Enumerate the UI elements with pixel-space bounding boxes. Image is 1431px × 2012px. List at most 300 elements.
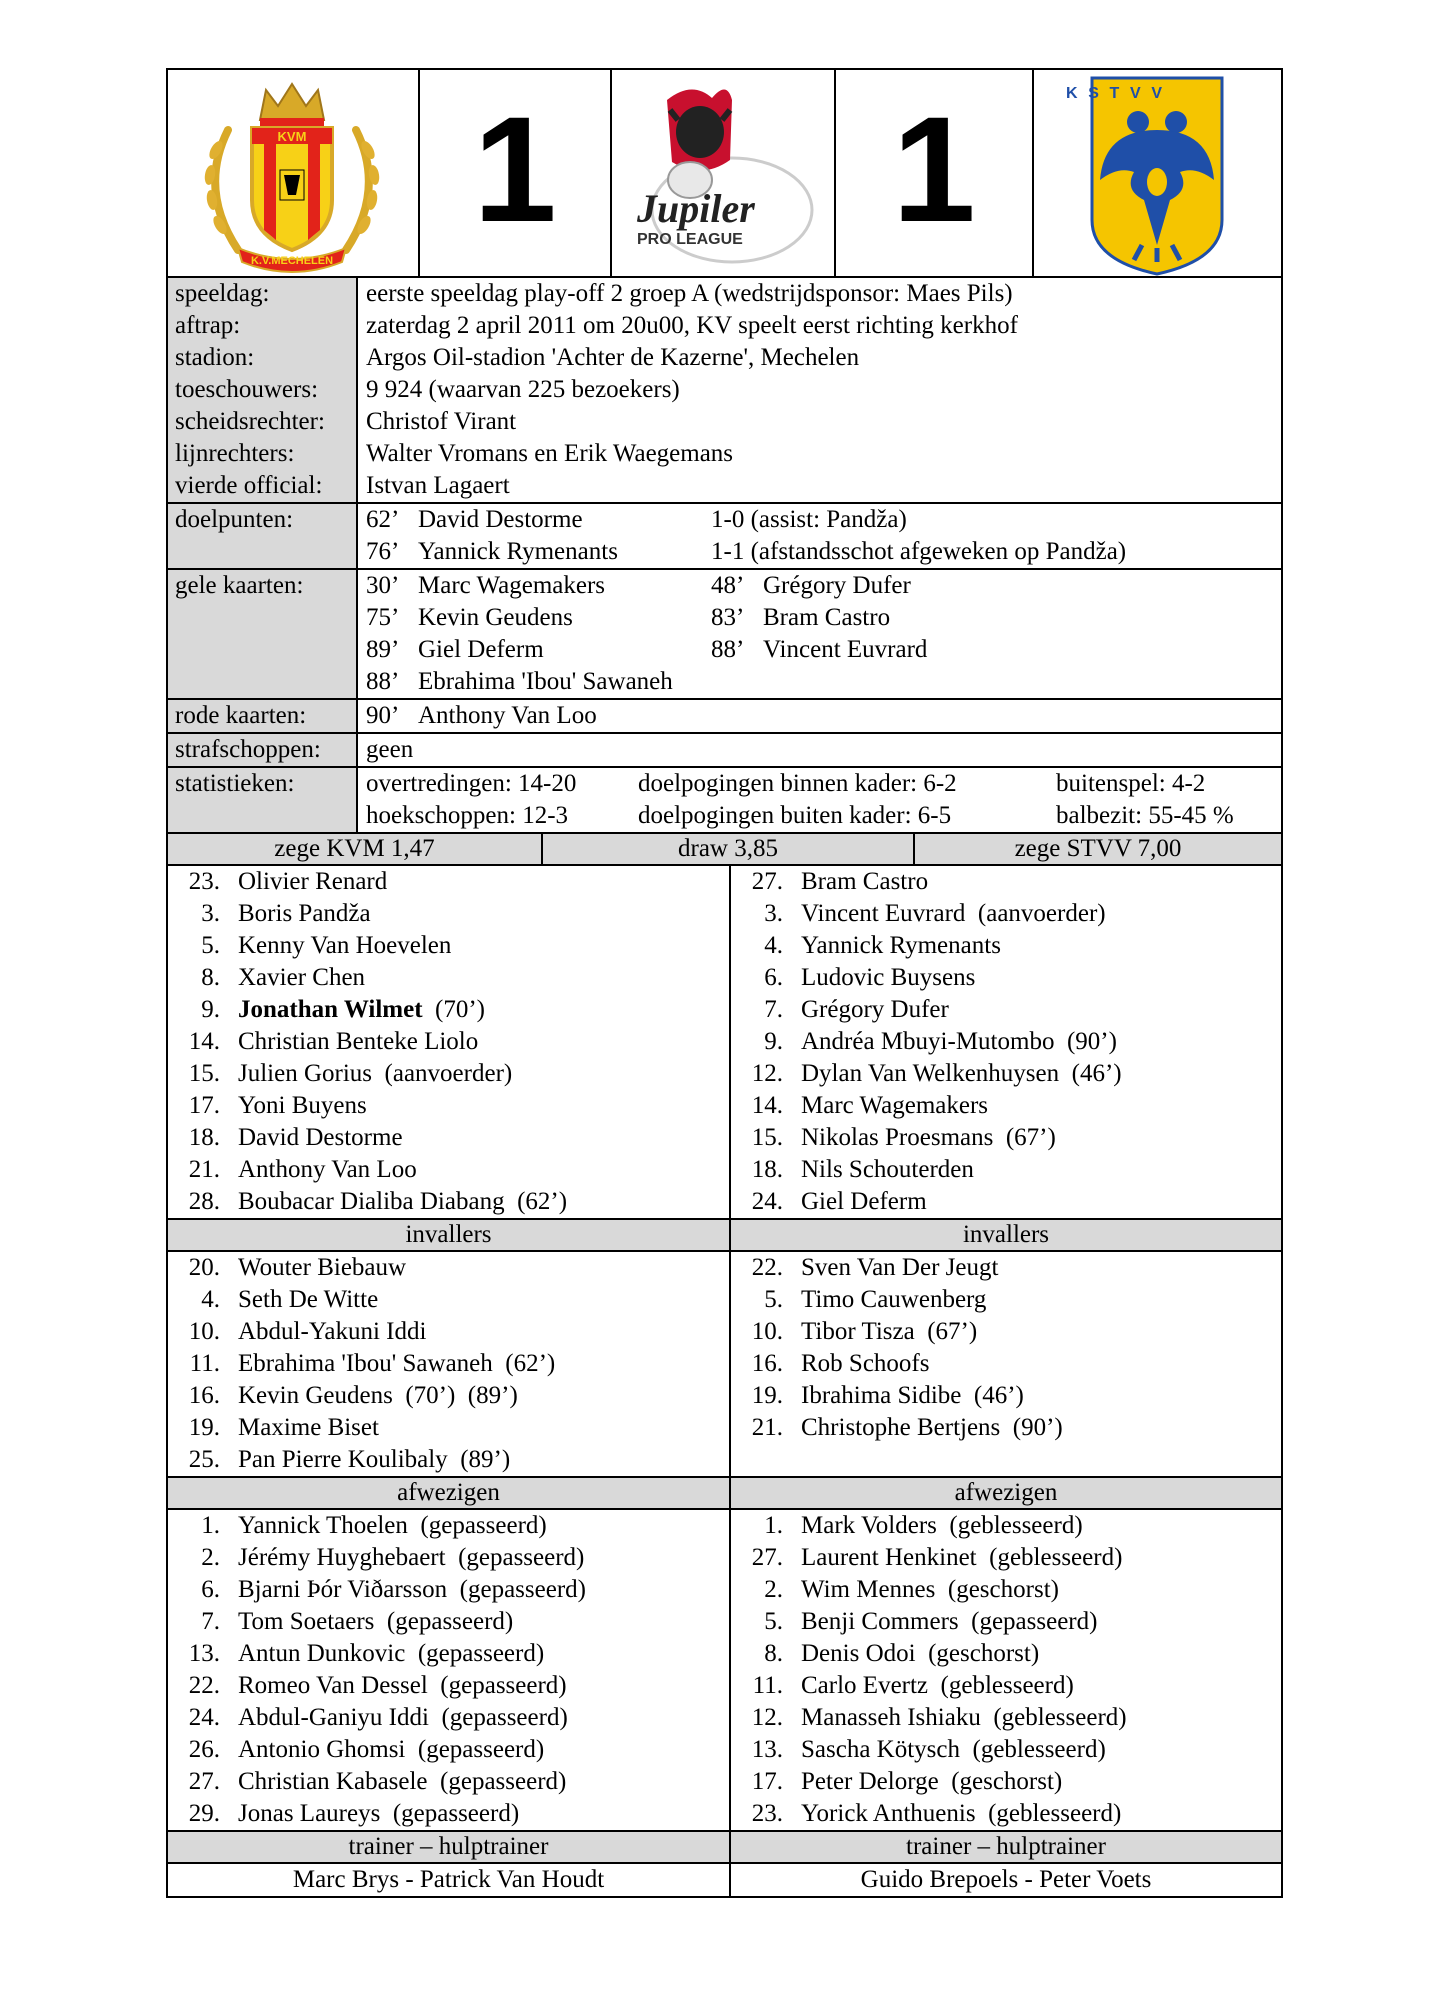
player-name-cell [238,1574,586,1606]
player-name-cell [238,1734,544,1766]
player-name: Grégory Dufer [801,996,949,1023]
stat-value: buitenspel: 4-2 [1056,770,1206,797]
player-name: Julien Gorius [238,1060,373,1087]
player-number: 3. [201,900,220,927]
player-number: 6. [201,1576,220,1603]
player-name-cell [238,994,485,1026]
penalties-value: geen [366,736,414,763]
info-value: Istvan Lagaert [366,472,510,499]
player-number: 8. [764,1640,783,1667]
player-row [168,1734,729,1766]
player-name: Maxime Biset [238,1414,379,1441]
player-name: Christophe Bertjens [801,1414,1001,1441]
player-name-cell [801,1186,927,1218]
player-row [731,1284,1281,1316]
player-row [731,1058,1281,1090]
player-note: (90’) [1054,1028,1117,1055]
score-header [166,68,1283,278]
player-name-cell [238,1606,513,1638]
player-name-cell [238,1186,567,1218]
yellow-cards-label: gele kaarten: [168,570,358,698]
player-number: 7. [201,1608,220,1635]
player-name: Denis Odoi [801,1640,916,1667]
player-number: 21. [188,1156,220,1183]
player-row [731,1670,1281,1702]
card-minute: 48’ [711,572,745,599]
player-number: 23. [188,868,220,895]
player-name-cell [801,1058,1122,1090]
info-label: aftrap: [175,312,241,339]
player-name: Rob Schoofs [801,1350,930,1377]
goal-entry [366,504,1281,536]
yellow-card-home [366,666,711,698]
player-name-cell [801,994,949,1026]
card-player: Bram Castro [763,604,891,631]
player-row [168,1606,729,1638]
player-row [731,1154,1281,1186]
home-subs-list [168,1252,731,1476]
odds-away: zege STVV 7,00 [1014,835,1182,862]
player-name-cell [238,1058,512,1090]
player-number: 11. [189,1350,220,1377]
player-name-cell [238,1026,478,1058]
player-name: Nikolas Proesmans [801,1124,994,1151]
yellow-card-home [366,570,711,602]
stat-value: balbezit: 55-45 % [1056,802,1234,829]
player-name: Bram Castro [801,868,929,895]
player-number: 25. [188,1446,220,1473]
goal-scorer [366,504,711,536]
player-name-cell [801,1252,998,1284]
player-row [168,1670,729,1702]
player-row [168,898,729,930]
player-name-cell [801,930,1001,962]
info-value: zaterdag 2 april 2011 om 20u00, KV speelt eerst richting kerkhof [366,312,1018,339]
stvv-logo [1034,70,1280,276]
stat-value: doelpogingen buiten kader: 6-5 [638,802,952,829]
player-row [168,1316,729,1348]
player-name-cell [801,1154,974,1186]
player-number: 20. [188,1254,220,1281]
player-number: 2. [201,1544,220,1571]
player-note: (46’) [961,1382,1024,1409]
away-subs-header: invallers [962,1221,1050,1248]
player-row [168,1186,729,1218]
player-number: 17. [751,1768,783,1795]
player-number: 14. [751,1092,783,1119]
player-name: Romeo Van Dessel [238,1672,428,1699]
player-name: Laurent Henkinet [801,1544,977,1571]
player-name-cell [801,1734,1106,1766]
player-row [168,1702,729,1734]
red-card-player: Anthony Van Loo [418,702,597,729]
goals-row [168,502,1281,568]
statistics-values [358,768,1281,832]
subs-lists [168,1252,1281,1476]
yellow-card-home [366,634,711,666]
player-note: (gepasseerd) [427,1672,567,1699]
player-name-cell [801,962,975,994]
goal-detail: 1-0 (assist: Pandža) [711,506,907,533]
player-name: Vincent Euvrard [801,900,966,927]
player-note: (geblesseerd) [960,1736,1106,1763]
goal-detail: 1-1 (afstandsschot afgeweken op Pandža) [711,538,1127,565]
away-score: 1 [892,85,976,253]
player-note: (70’) (89’) [392,1382,518,1409]
odds-row [166,834,1283,866]
player-row [168,1574,729,1606]
away-starting-list [731,866,1281,1218]
player-row [168,930,729,962]
general-info-row [168,278,1281,502]
away-trainers: Guido Brepoels - Peter Voets [860,1866,1152,1893]
player-name-cell [238,1702,568,1734]
jupiler-pro-league-logo [612,70,832,276]
player-row [731,1316,1281,1348]
player-name-cell [238,1122,403,1154]
player-name: Jonathan Wilmet [238,996,423,1023]
player-number: 9. [764,1028,783,1055]
player-row [168,1380,729,1412]
goal-minute: 62’ [366,506,400,533]
yellow-card-entry [366,666,1281,698]
player-name-cell [801,1026,1117,1058]
svg-text:KVM: KVM [277,129,307,144]
player-name-cell [238,1766,566,1798]
player-row [731,962,1281,994]
player-row [731,1122,1281,1154]
player-number: 19. [751,1382,783,1409]
home-logo-text: K.V.MECHELEN [250,255,334,267]
player-note: (89’) [447,1446,511,1473]
player-name-cell [238,898,371,930]
info-label: scheidsrechter: [175,408,325,435]
card-minute: 83’ [711,604,745,631]
absent-lists [168,1510,1281,1830]
card-minute: 30’ [366,572,400,599]
player-name-cell [238,866,387,898]
stats-line [366,800,1281,832]
yellow-card-away [711,602,890,634]
player-name-cell [238,1542,584,1574]
home-absent-list [168,1510,731,1830]
player-number: 1. [201,1512,220,1539]
player-name-cell [238,1380,518,1412]
player-note: (geschorst) [935,1576,1059,1603]
stat-value: hoekschoppen: 12-3 [366,802,569,829]
player-number: 16. [751,1350,783,1377]
player-row [731,1702,1281,1734]
player-note: (70’) [422,996,486,1023]
home-starting-list [168,866,731,1218]
player-name-cell [801,1542,1122,1574]
player-note: (gepasseerd) [407,1512,547,1539]
player-row [168,1252,729,1284]
trainer-row [168,1864,1281,1896]
red-cards-label: rode kaarten: [168,700,358,732]
player-note: (46’) [1059,1060,1122,1087]
player-name-cell [801,1670,1074,1702]
goals-label: doelpunten: [168,504,358,568]
player-number: 26. [188,1736,220,1763]
player-name: Nils Schouterden [801,1156,974,1183]
player-number: 5. [764,1286,783,1313]
player-name-cell [238,962,365,994]
player-name-cell [801,1798,1121,1830]
info-label: stadion: [175,344,255,371]
player-name: Timo Cauwenberg [801,1286,987,1313]
stat-value: doelpogingen binnen kader: 6-2 [638,770,957,797]
home-trainer-header: trainer – hulptrainer [168,1832,731,1862]
league-logo-sub: PRO LEAGUE [637,231,743,248]
player-note: (geblesseerd) [936,1512,1083,1539]
player-number: 2. [764,1576,783,1603]
player-name: Manasseh Ishiaku [801,1704,981,1731]
info-value: Christof Virant [366,408,517,435]
player-row [731,1542,1281,1574]
yellow-card-entry [366,602,1281,634]
player-row [731,994,1281,1026]
player-name-cell [801,1510,1083,1542]
player-note: (67’) [914,1318,978,1345]
general-labels [168,278,358,502]
player-note: (gepasseerd) [374,1608,514,1635]
player-number: 15. [188,1060,220,1087]
player-row [168,866,729,898]
player-number: 23. [751,1800,783,1827]
away-logo-cell [1034,70,1281,276]
player-name-cell [238,1252,406,1284]
player-name-cell [238,1348,555,1380]
statistics-label: statistieken: [168,768,358,832]
goal-player: Yannick Rymenants [418,538,618,565]
player-number: 22. [751,1254,783,1281]
player-row [731,1798,1281,1830]
player-name: David Destorme [238,1124,403,1151]
player-number: 9. [201,996,220,1023]
player-number: 18. [188,1124,220,1151]
player-row [731,1026,1281,1058]
player-note: (geblesseerd) [975,1800,1122,1827]
absent-header [168,1476,1281,1510]
player-note: (gepasseerd) [405,1736,545,1763]
player-name: Abdul-Ganiyu Iddi [238,1704,429,1731]
info-label: speeldag: [175,280,270,307]
penalties-label: strafschoppen: [168,734,358,766]
player-name: Sven Van Der Jeugt [801,1254,999,1281]
player-note: (gepasseerd) [445,1544,585,1571]
player-number: 27. [188,1768,220,1795]
player-name-cell [801,1348,929,1380]
player-name-cell [238,1670,567,1702]
player-name: Boris Pandža [238,900,371,927]
player-name: Christian Kabasele [238,1768,428,1795]
player-row [168,1798,729,1830]
player-number: 16. [188,1382,220,1409]
player-name-cell [801,1316,977,1348]
player-number: 18. [751,1156,783,1183]
player-note: (62’) [492,1350,556,1377]
player-name: Yorick Anthuenis [801,1800,976,1827]
info-value: eerste speeldag play-off 2 groep A (wedstrijdsponsor: Maes Pils) [366,280,1013,307]
card-minute: 88’ [711,636,745,663]
player-name: Abdul-Yakuni Iddi [238,1318,427,1345]
player-name-cell [801,1606,1097,1638]
player-name: Jérémy Huyghebaert [238,1544,446,1571]
player-name: Ludovic Buysens [801,964,976,991]
player-name-cell [238,1412,379,1444]
player-number: 21. [751,1414,783,1441]
player-row [168,1542,729,1574]
player-row [731,1734,1281,1766]
player-row [731,898,1281,930]
player-note: (62’) [504,1188,568,1215]
player-name: Ibrahima Sidibe [801,1382,962,1409]
player-name: Kenny Van Hoevelen [238,932,452,959]
home-subs-header: invallers [168,1220,731,1250]
player-note: (gepasseerd) [405,1640,545,1667]
league-logo-cell [612,70,836,276]
player-name-cell [238,1284,378,1316]
player-name-cell [238,1444,510,1476]
player-number: 12. [751,1060,783,1087]
player-name-cell [801,1090,988,1122]
player-note: (aanvoerder) [965,900,1106,927]
goal-scorer [366,536,711,568]
player-note: (gepasseerd) [380,1800,520,1827]
player-name-cell [238,1090,367,1122]
away-trainer-header: trainer – hulptrainer [906,1833,1106,1860]
player-name: Wim Mennes [801,1576,936,1603]
statistics-row [168,766,1281,832]
player-row [168,1058,729,1090]
player-name: Jonas Laureys [238,1800,381,1827]
player-note: (90’) [1000,1414,1063,1441]
player-number: 1. [764,1512,783,1539]
player-number: 8. [201,964,220,991]
card-minute: 75’ [366,604,400,631]
player-number: 5. [201,932,220,959]
player-name: Tibor Tisza [801,1318,915,1345]
player-number: 27. [751,868,783,895]
subs-header [168,1218,1281,1252]
odds-home: zege KVM 1,47 [168,834,543,864]
player-number: 4. [764,932,783,959]
penalties-row [168,732,1281,766]
player-number: 13. [751,1736,783,1763]
player-row [168,1154,729,1186]
player-row [168,1412,729,1444]
player-row [168,1766,729,1798]
home-trainers: Marc Brys - Patrick Van Houdt [168,1864,731,1896]
red-cards-value [358,700,1281,732]
player-row [168,1444,729,1476]
general-values [358,278,1281,502]
yellow-card-home [366,602,711,634]
player-name: Benji Commers [801,1608,959,1635]
player-name: Anthony Van Loo [238,1156,417,1183]
player-name: Xavier Chen [238,964,366,991]
player-name: Tom Soetaers [238,1608,375,1635]
player-name: Ebrahima 'Ibou' Sawaneh [238,1350,493,1377]
player-name: Mark Volders [801,1512,937,1539]
player-name-cell [801,898,1106,930]
goal-entry [366,536,1281,568]
player-row [731,1412,1281,1444]
card-player: Grégory Dufer [763,572,911,599]
player-name: Sascha Kötysch [801,1736,960,1763]
player-number: 11. [752,1672,783,1699]
away-absent-list [731,1510,1281,1830]
card-player: Giel Deferm [418,636,544,663]
player-name: Boubacar Dialiba Diabang [238,1188,505,1215]
player-name: Giel Deferm [801,1188,927,1215]
player-note: (gepasseerd) [427,1768,567,1795]
player-number: 29. [188,1800,220,1827]
starting-lineups [168,866,1281,1218]
player-number: 22. [188,1672,220,1699]
player-row [731,1090,1281,1122]
yellow-card-away [711,634,927,666]
player-number: 24. [751,1188,783,1215]
player-name: Yannick Rymenants [801,932,1001,959]
player-name-cell [801,1380,1024,1412]
away-absent-header: afwezigen [954,1479,1058,1506]
yellow-card-entry [366,570,1281,602]
player-name-cell [238,1154,417,1186]
player-row [731,1606,1281,1638]
match-sheet [166,68,1283,1898]
card-minute: 88’ [366,668,400,695]
info-value: Argos Oil-stadion 'Achter de Kazerne', Mechelen [366,344,860,371]
goal-player: David Destorme [418,506,583,533]
player-name: Antun Dunkovic [238,1640,406,1667]
player-number: 4. [201,1286,220,1313]
player-number: 28. [188,1188,220,1215]
player-number: 15. [751,1124,783,1151]
player-number: 10. [751,1318,783,1345]
red-card-minute: 90’ [366,702,400,729]
player-row [731,1186,1281,1218]
player-name: Christian Benteke Liolo [238,1028,479,1055]
player-name: Andréa Mbuyi-Mutombo [801,1028,1055,1055]
info-label: toeschouwers: [175,376,319,403]
player-row [731,1348,1281,1380]
player-row [168,1638,729,1670]
player-name: Marc Wagemakers [801,1092,989,1119]
player-row [731,1510,1281,1542]
red-cards-row [168,698,1281,732]
player-number: 24. [188,1704,220,1731]
player-name: Yannick Thoelen [238,1512,408,1539]
player-number: 12. [751,1704,783,1731]
info-value: Walter Vromans en Erik Waegemans [366,440,734,467]
away-subs-list [731,1252,1281,1476]
player-name-cell [801,1412,1063,1444]
player-name: Pan Pierre Koulibaly [238,1446,448,1473]
player-number: 3. [764,900,783,927]
player-name: Kevin Geudens [238,1382,393,1409]
info-label: lijnrechters: [175,440,295,467]
player-name-cell [801,1284,986,1316]
player-number: 13. [188,1640,220,1667]
player-name: Seth De Witte [238,1286,379,1313]
odds-draw: draw 3,85 [543,834,915,864]
player-name: Peter Delorge [801,1768,939,1795]
player-note: (geblesseerd) [928,1672,1074,1699]
player-number: 14. [188,1028,220,1055]
yellow-card-entry [366,634,1281,666]
